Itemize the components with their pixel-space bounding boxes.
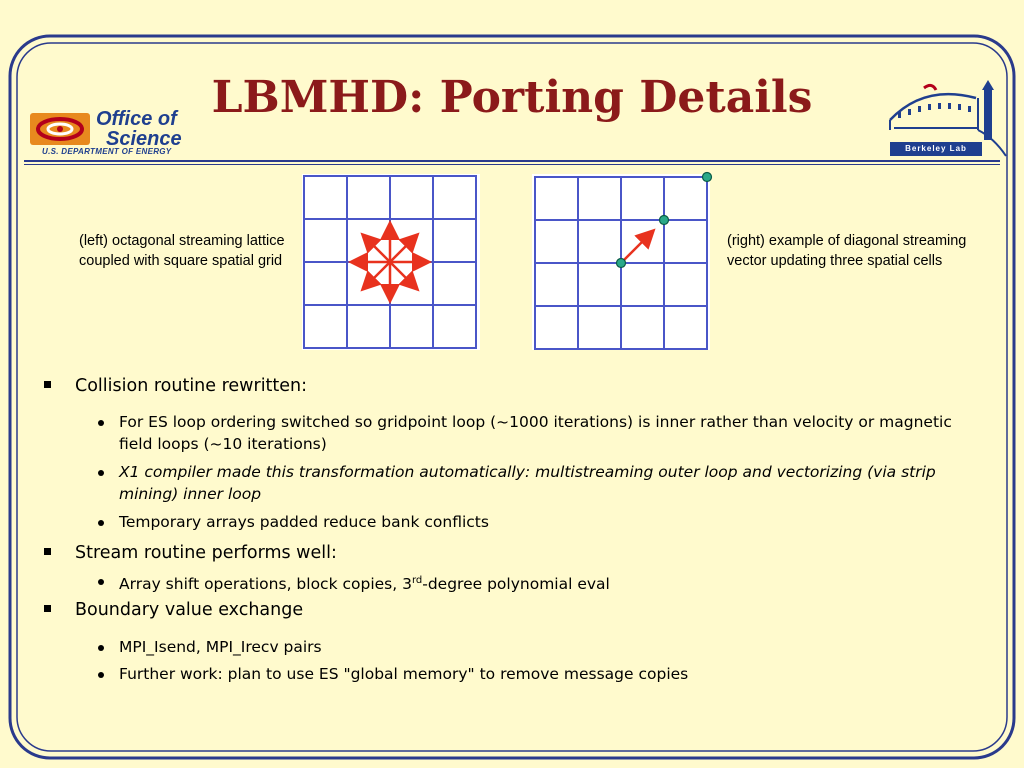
cell-node xyxy=(660,216,669,225)
diagonal-streaming-diagram xyxy=(532,170,718,350)
dot-bullet-icon xyxy=(98,645,104,651)
square-bullet-icon xyxy=(44,548,51,555)
square-bullet-icon xyxy=(44,605,51,612)
left-figure-caption: (left) octagonal streaming lattice coupled with square spatial grid xyxy=(79,233,285,269)
square-bullet-icon xyxy=(44,381,51,388)
dot-bullet-icon xyxy=(98,672,104,678)
dot-bullet-icon xyxy=(98,470,104,476)
octagonal-lattice-diagram xyxy=(302,174,480,350)
cell-node xyxy=(617,259,626,268)
slide: Office of Science U.S. DEPARTMENT OF ENERGY Berkeley Lab LBMHD: Porting Details (left) octagonal streaming lattice coupled with square spatial grid (right) example of diagonal streaming vector updating three spatial cells Collision routine rewritten: For ES loop ordering switched so gridpoint loop (~1000 iterations) is inner rather than velocity or magnetic field loops (~10 iterations) X1 compiler made this transformation automatically: multistreaming outer loop and vectorizing (via strip mining) inner loop Temporary arrays padded reduce bank conflicts Stream routine performs well: Array shift operations, block copies, 3rd-degree polynomial eval Boundary value exchange MPI_Isend, MPI_Irecv pairs Further work: plan to use ES "global memory" to remove message copies xyxy=(0,0,1024,768)
cell-node xyxy=(703,173,712,182)
doe-logo-text: Office of Science xyxy=(96,108,182,150)
streaming-vectors xyxy=(353,225,427,299)
dot-bullet-icon xyxy=(98,579,104,585)
doe-logo-subtitle: U.S. DEPARTMENT OF ENERGY xyxy=(42,147,172,156)
right-figure-caption: (right) example of diagonal streaming vector updating three spatial cells xyxy=(727,233,967,269)
header-rule-bottom xyxy=(24,164,1000,165)
slide-title: LBMHD: Porting Details xyxy=(211,72,813,123)
dot-bullet-icon xyxy=(98,520,104,526)
berkeley-lab-badge: Berkeley Lab xyxy=(890,142,982,156)
dot-bullet-icon xyxy=(98,420,104,426)
